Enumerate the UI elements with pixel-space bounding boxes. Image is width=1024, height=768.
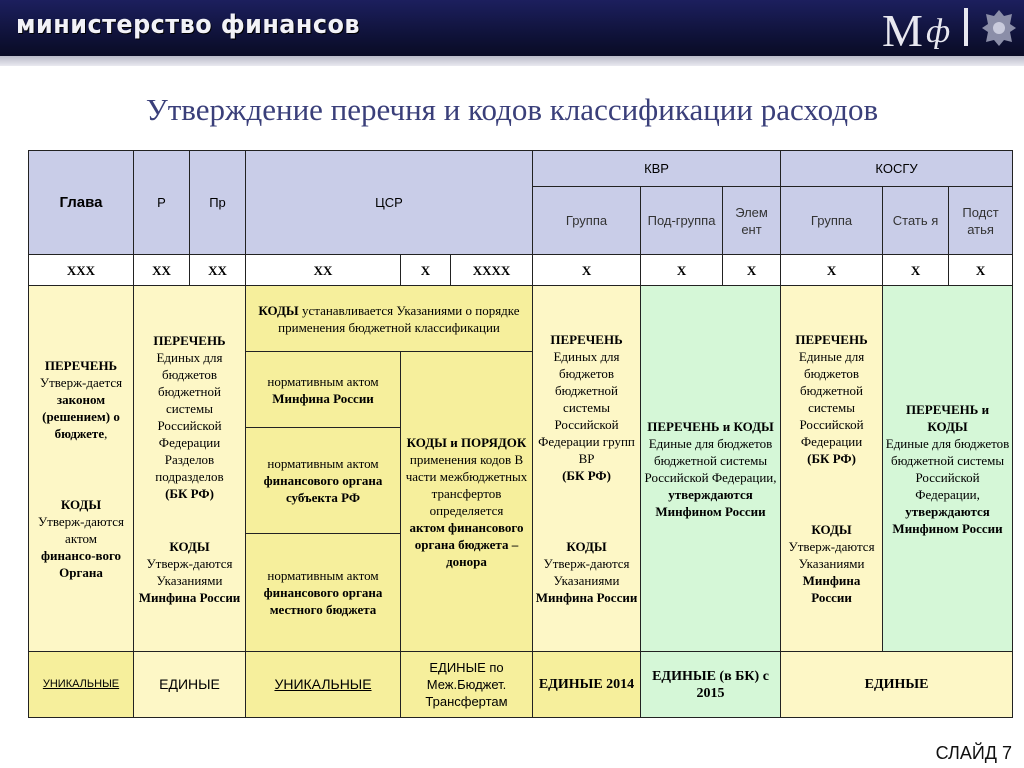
- header-kvr: КВР: [533, 151, 781, 187]
- header-kosgu-subarticle: Подст атья: [949, 187, 1013, 255]
- csr-top-cell: [246, 286, 533, 352]
- kvr-green-text: Единые для бюджетов бюджетной системы Российской Федерации,: [644, 435, 777, 485]
- kvr-green-heading: ПЕРЕЧЕНЬ и КОДЫ: [647, 418, 774, 434]
- rpr-cell: [134, 286, 246, 652]
- code-cell: XXX: [29, 255, 134, 286]
- rpr-list-text: Единых для бюджетов бюджетной системы Российской Федерации Разделов подразделов: [155, 349, 224, 484]
- csr-act2-organ: финансового органа субъекта РФ: [263, 473, 383, 505]
- glava-codes-heading: КОДЫ: [60, 496, 102, 512]
- code-cell: X: [401, 255, 451, 286]
- code-cell: XX: [246, 255, 401, 286]
- csr-act3-organ: финансового органа местного бюджета: [263, 585, 383, 617]
- bottom-kvr-group: ЕДИНЫЕ 2014: [533, 652, 641, 718]
- glava-codes-organ: финансо-вого Органа: [40, 547, 122, 580]
- kvr-codes-minfin: Минфина России: [535, 590, 638, 605]
- kosgu-list-heading: ПЕРЕЧЕНЬ: [795, 332, 868, 347]
- bottom-kosgu: ЕДИНЫЕ: [781, 652, 1013, 718]
- csr-act1-label: нормативным актом: [267, 373, 379, 389]
- kosgu-green-approved: утверждаются Минфином России: [892, 503, 1003, 536]
- kosgu-list-text: Единые для бюджетов бюджетной системы Российской Федерации: [798, 349, 865, 449]
- page-title: Утверждение перечня и кодов классификации расходов: [145, 92, 879, 127]
- ministry-name: министерство финансов: [16, 10, 361, 40]
- kvr-codes-approved: Утверж-даются Указаниями: [543, 556, 630, 588]
- header-kosgu-article: Стать я: [883, 187, 949, 255]
- svg-text:ф: ф: [926, 13, 951, 50]
- csr-act2-label: нормативным актом: [267, 456, 379, 471]
- csr-act-local: [246, 534, 401, 652]
- glava-cell: [29, 286, 134, 652]
- header-pr: Пр: [190, 151, 246, 255]
- header-kosgu: КОСГУ: [781, 151, 1013, 187]
- glava-list-law: законом (решением) о бюджете: [42, 391, 120, 441]
- kvr-list-text: Единых для бюджетов бюджетной системы Российской Федерации групп ВР: [538, 349, 635, 466]
- rpr-list-heading: ПЕРЕЧЕНЬ: [153, 332, 226, 348]
- header-csr: ЦСР: [246, 151, 533, 255]
- glava-list-approved: Утверж-дается: [39, 374, 123, 390]
- csr-act-minfin: [246, 352, 401, 428]
- header-r: Р: [134, 151, 190, 255]
- header-kvr-element: Элем ент: [723, 187, 781, 255]
- code-cell: X: [723, 255, 781, 286]
- csr-act1-organ: Минфина России: [272, 390, 374, 406]
- slide-number: СЛАЙД 7: [935, 743, 1012, 763]
- kosgu-list-bk: (БК РФ): [807, 451, 856, 466]
- glava-codes-approved: Утверж-даются актом: [37, 513, 125, 546]
- kvr-green-cell: [641, 286, 781, 652]
- bottom-kvr-rest: ЕДИНЫЕ (в БК) с 2015: [641, 652, 781, 718]
- csr-right-donor: актом финансового органа бюджета – донора: [409, 519, 524, 569]
- kvr-list-bk: (БК РФ): [562, 468, 611, 483]
- code-cell: X: [641, 255, 723, 286]
- code-cell: XXXX: [451, 255, 533, 286]
- kosgu-codes-minfin: Минфина России: [802, 573, 861, 605]
- kosgu-group-cell: [781, 286, 883, 652]
- code-cell: XX: [190, 255, 246, 286]
- code-cell: XX: [134, 255, 190, 286]
- csr-right-cell: [401, 352, 533, 652]
- kosgu-green-text: Единые для бюджетов бюджетной системы Российской Федерации,: [885, 435, 1010, 502]
- rpr-codes-heading: КОДЫ: [169, 538, 210, 554]
- code-cell: X: [781, 255, 883, 286]
- rpr-list-bk: (БК РФ): [165, 485, 214, 501]
- classification-table: [28, 150, 1013, 718]
- kosgu-codes-heading: КОДЫ: [811, 522, 852, 537]
- bottom-csr-left: УНИКАЛЬНЫЕ: [246, 652, 401, 718]
- glava-list-comma: ,: [104, 425, 108, 441]
- ministry-logo-icon: [880, 2, 976, 52]
- csr-act-subject: [246, 428, 401, 534]
- header-kvr-subgroup: Под-группа: [641, 187, 723, 255]
- coat-of-arms-icon: [980, 6, 1018, 50]
- rpr-codes-minfin: Минфина России: [138, 589, 241, 605]
- kosgu-green-heading: ПЕРЕЧЕНЬ и КОДЫ: [906, 401, 990, 434]
- csr-right-heading: КОДЫ и ПОРЯДОК: [406, 434, 527, 450]
- code-cell: X: [533, 255, 641, 286]
- header-kosgu-group: Группа: [781, 187, 883, 255]
- bottom-glava: УНИКАЛЬНЫЕ: [29, 652, 134, 718]
- csr-act3-label: нормативным актом: [267, 568, 379, 583]
- svg-text:М: М: [882, 5, 923, 52]
- code-cell: X: [883, 255, 949, 286]
- kosgu-codes-approved: Утверж-даются Указаниями: [788, 539, 875, 571]
- glava-list-heading: ПЕРЕЧЕНЬ: [44, 357, 118, 373]
- header-kvr-group: Группа: [533, 187, 641, 255]
- kvr-green-approved: утверждаются Минфином России: [655, 486, 766, 519]
- kvr-group-cell: [533, 286, 641, 652]
- csr-top-text: устанавливается Указаниями о порядке применения бюджетной классификации: [278, 302, 520, 335]
- csr-top-codes: КОДЫ: [258, 302, 299, 318]
- code-cell: X: [949, 255, 1013, 286]
- kvr-list-heading: ПЕРЕЧЕНЬ: [550, 332, 623, 347]
- header-glava: Глава: [29, 151, 134, 255]
- csr-right-text: применения кодов В части межбюджетных трансфертов определяется: [405, 451, 528, 518]
- kvr-codes-heading: КОДЫ: [566, 539, 607, 554]
- header-band: [0, 0, 1024, 66]
- rpr-codes-approved: Утверж-даются Указаниями: [146, 555, 233, 588]
- bottom-rpr: ЕДИНЫЕ: [134, 652, 246, 718]
- bottom-csr-right: ЕДИНЫЕ по Меж.Бюджет. Трансфертам: [401, 652, 533, 718]
- kosgu-green-cell: [883, 286, 1013, 652]
